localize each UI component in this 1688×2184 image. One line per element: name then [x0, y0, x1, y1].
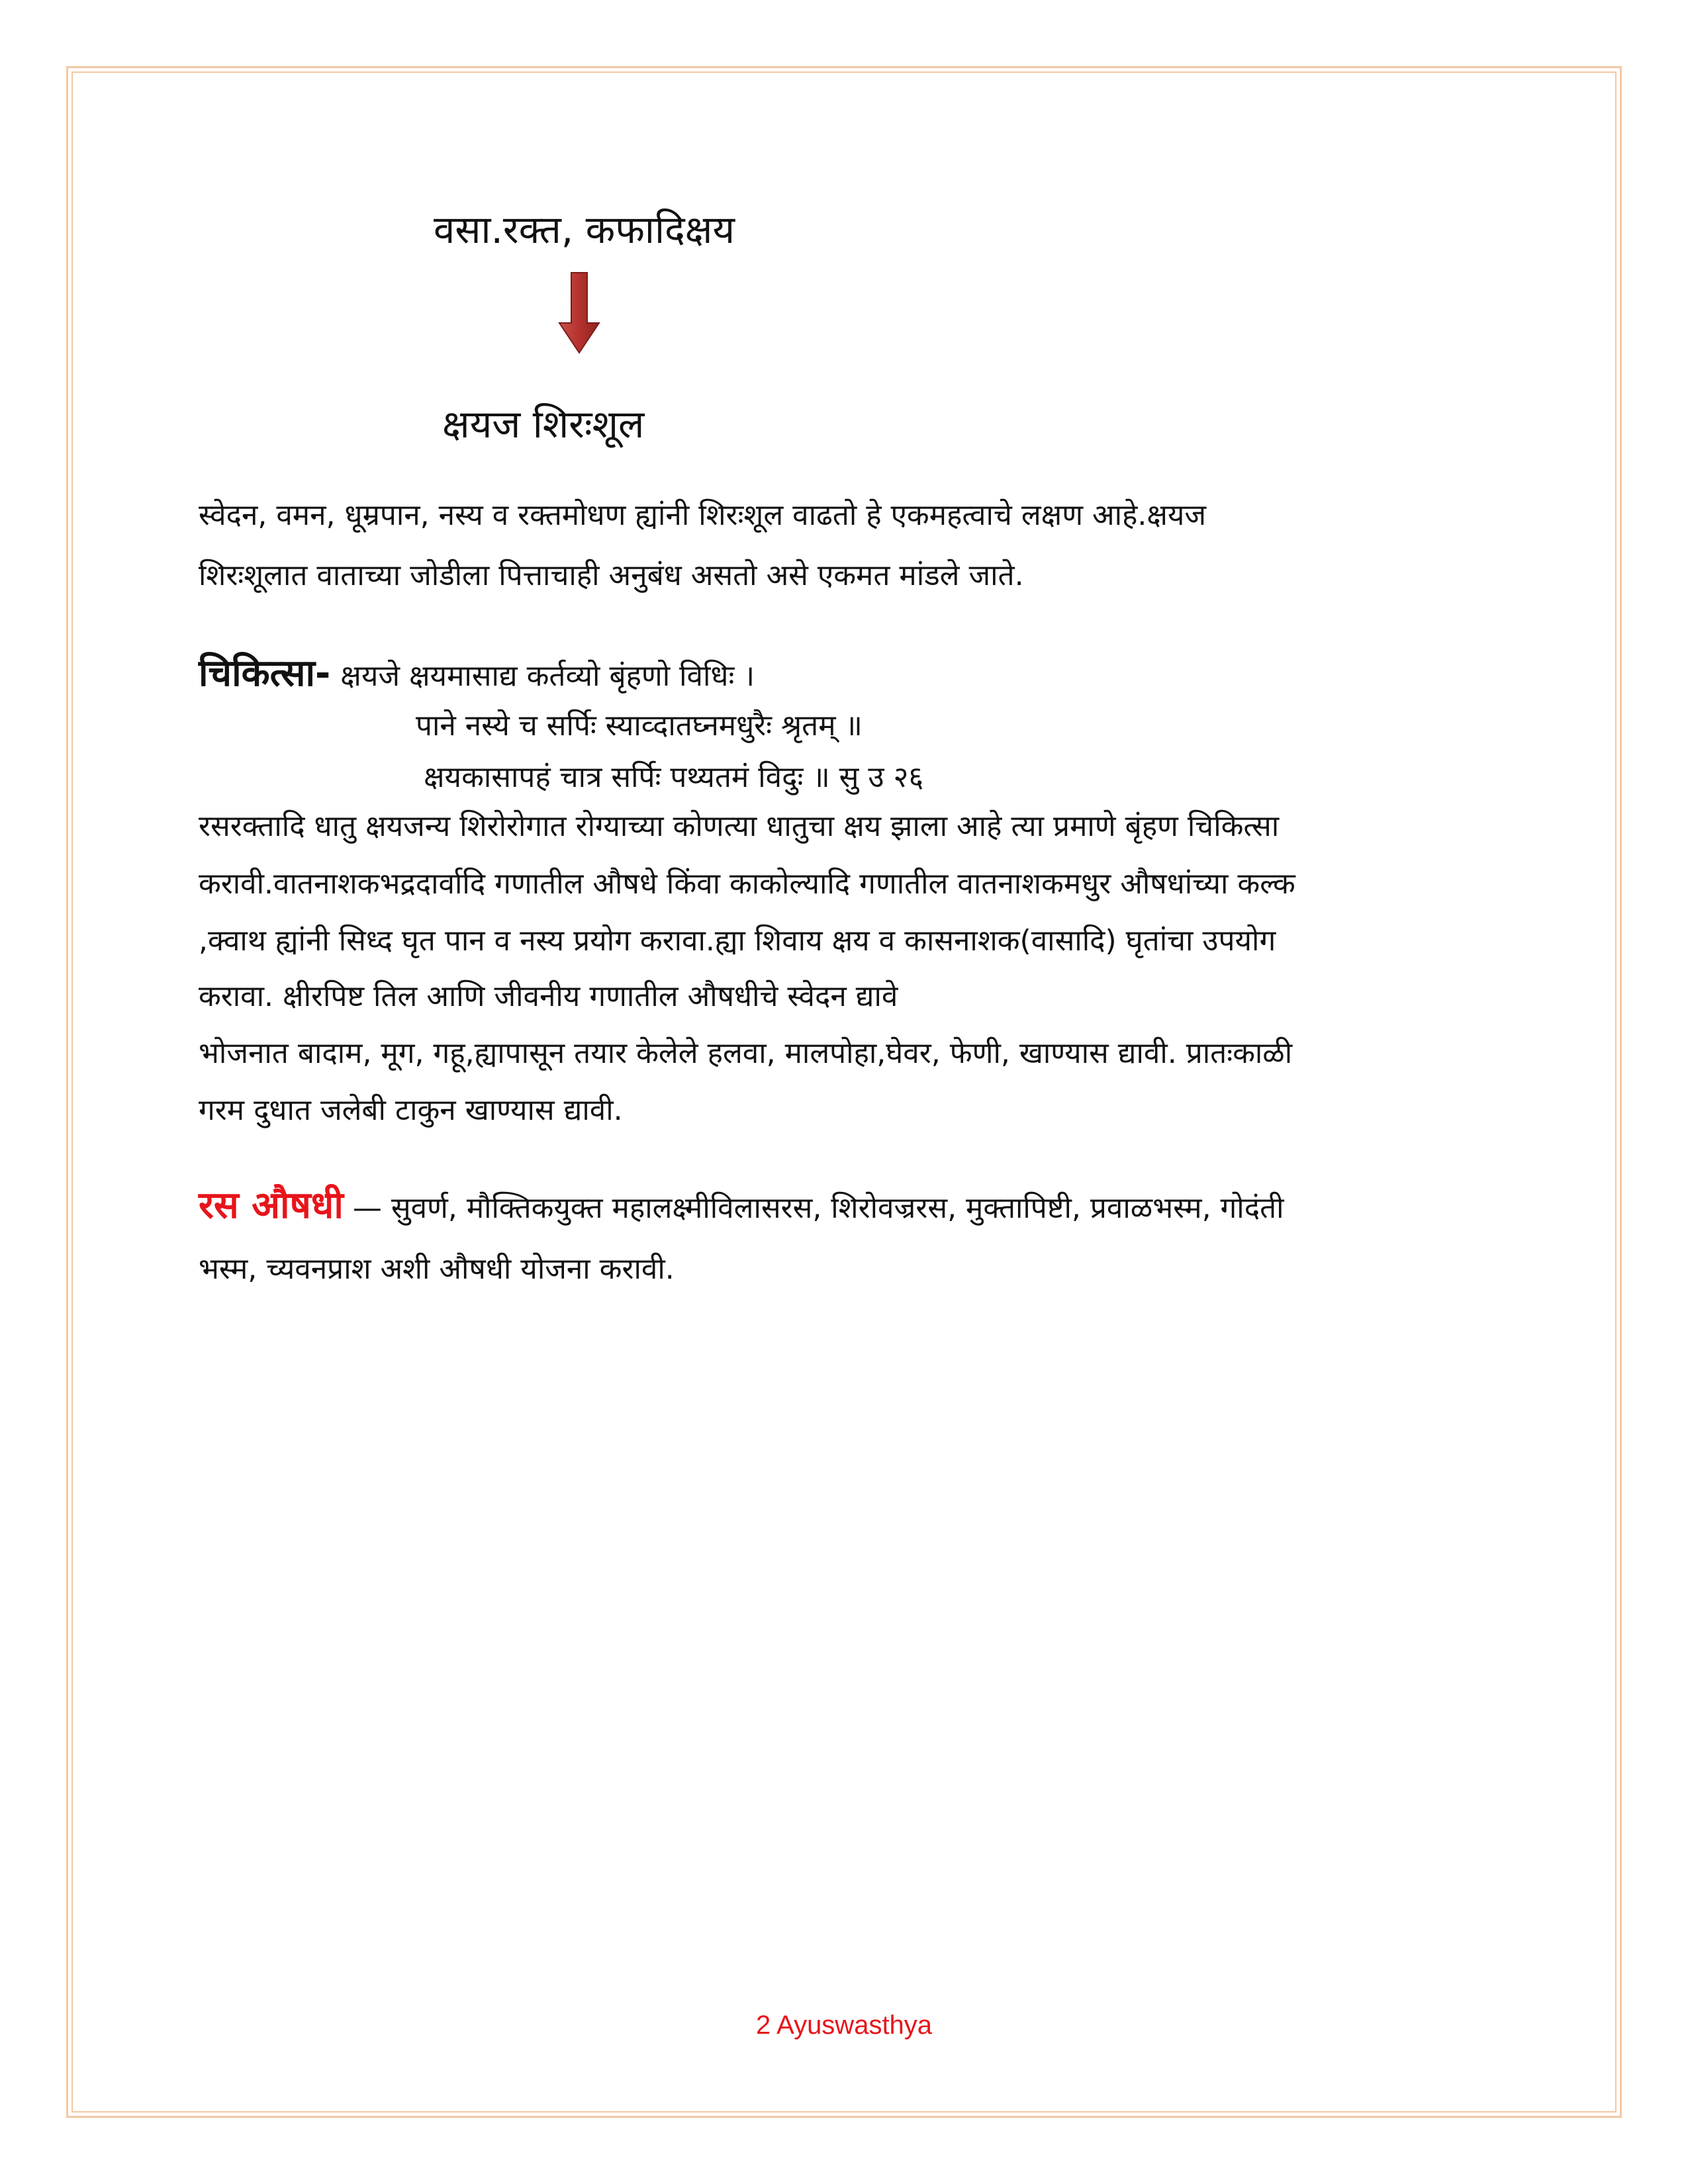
- ras-aushadhi-heading: रस औषधी: [199, 1184, 344, 1227]
- chikitsa-verse-line-3: क्षयकासापहं चात्र सर्पिः पथ्यतमं विदुः ॥ सु उ २६: [424, 760, 924, 794]
- chikitsa-heading: चिकित्सा-: [199, 652, 331, 695]
- flow-bottom-label: क्षयज शिरःशूल: [442, 402, 645, 447]
- page-footer: 2 Ayuswasthya: [755, 2011, 933, 2040]
- chikitsa-body-line-1: रसरक्तादि धातु क्षयजन्य शिरोरोगात रोग्याच्या कोणत्या धातुचा क्षय झाला आहे त्या प्रमाणे बृंहण चिकित्सा: [199, 809, 1280, 843]
- flow-top-label: वसा.रक्त, कफादिक्षय: [434, 207, 735, 252]
- intro-line-1: स्वेदन, वमन, धूम्रपान, नस्य व रक्तमोधण ह्यांनी शिरःशूल वाढतो हे एकमहत्वाचे लक्षण आहे.क्षयज: [199, 498, 1207, 532]
- down-arrow-icon: [557, 271, 601, 355]
- chikitsa-body-line-3: ,क्वाथ ह्यांनी सिध्द घृत पान व नस्य प्रयोग करावा.ह्या शिवाय क्षय व कासनाशक(वासादि) घृतांचा उपयोग: [199, 924, 1276, 958]
- intro-line-2: शिरःशूलात वाताच्या जोडीला पित्ताचाही अनुबंध असतो असे एकमत मांडले जाते.: [199, 559, 1024, 592]
- chikitsa-body-line-2: करावी.वातनाशकभद्रदार्वादि गणातील औषधे किंवा काकोल्यादि गणातील वातनाशकमधुर औषधांच्या कल्क: [199, 867, 1295, 901]
- chikitsa-verse-line-1: क्षयजे क्षयमासाद्य कर्तव्यो बृंहणो विधिः ।: [340, 659, 755, 693]
- chikitsa-heading-line: [199, 652, 755, 695]
- chikitsa-body-line-4: करावा. क्षीरपिष्ट तिल आणि जीवनीय गणातील औषधीचे स्वेदन द्यावे: [199, 979, 898, 1013]
- ras-aushadhi-line-2: भस्म, च्यवनप्राश अशी औषधी योजना करावी.: [199, 1252, 675, 1286]
- chikitsa-body-line-6: गरम दुधात जलेबी टाकुन खाण्यास द्यावी.: [199, 1093, 623, 1127]
- ras-aushadhi-text-1: — सुवर्ण, मौक्तिकयुक्त महालक्ष्मीविलासरस, शिरोवज्ररस, मुक्तापिष्टी, प्रवाळभस्म, गोदंती: [343, 1191, 1284, 1225]
- ras-aushadhi-line-1: [199, 1184, 1284, 1227]
- chikitsa-verse-line-2: पाने नस्ये च सर्पिः स्याव्दातघ्नमधुरैः श्रृतम् ॥: [416, 709, 863, 743]
- page-border-inner: [71, 71, 1617, 2113]
- chikitsa-body-line-5: भोजनात बादाम, मूग, गहू,ह्यापासून तयार केलेले हलवा, मालपोहा,घेवर, फेणी, खाण्यास द्यावी. प्रातःकाळी: [199, 1036, 1293, 1070]
